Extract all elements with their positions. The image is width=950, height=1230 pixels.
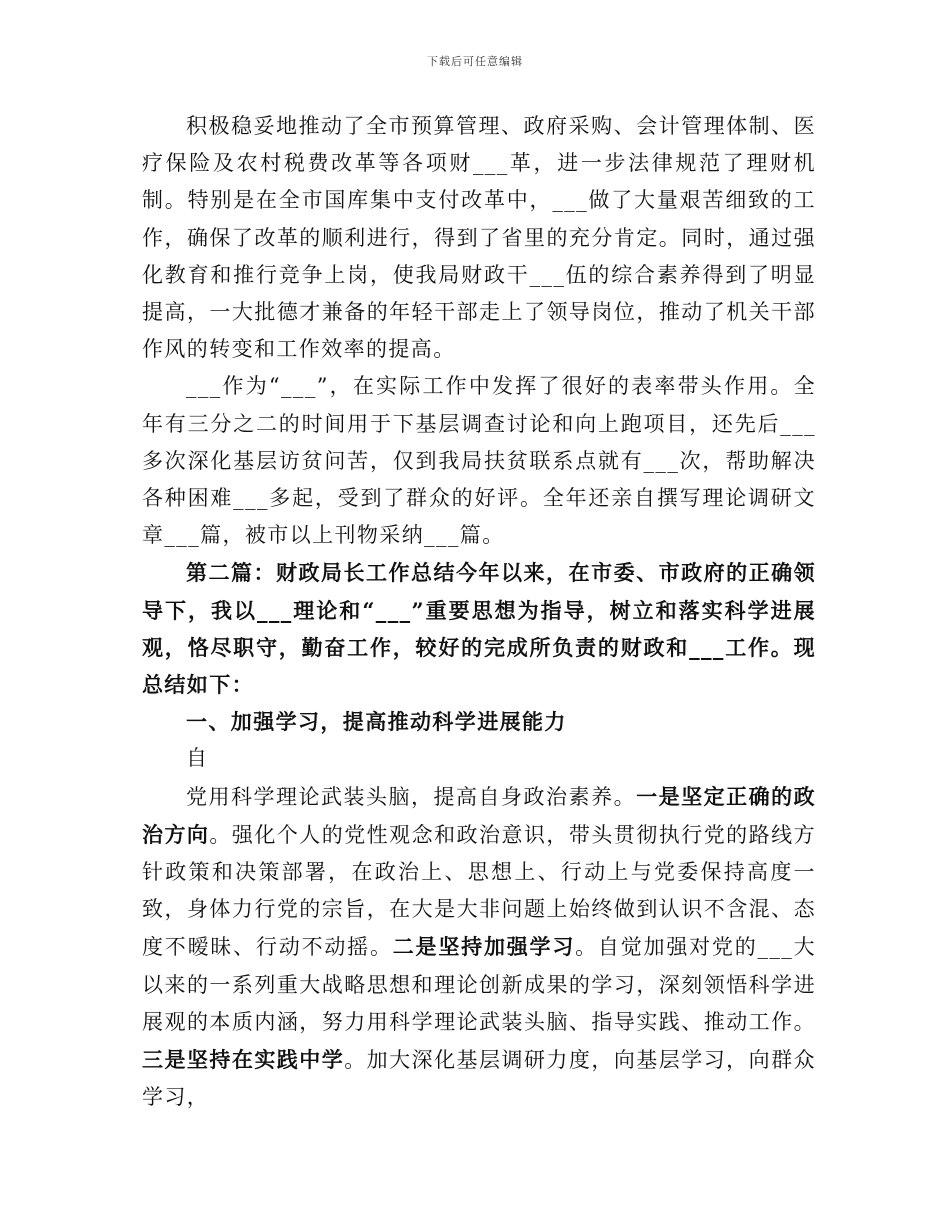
study-text-4: 。加大深化基层调研力度，向基层学习，向群众学习， (142, 1048, 816, 1110)
study-text-1: 党用科学理论武装头脑，提高自身政治素养。 (186, 784, 637, 809)
paragraph-example: ___作为“___”，在实际工作中发挥了很好的表率带头作用。全年有三分之二的时间用于下基层调查讨论和向上跑项目，还先后___多次深化基层访贫问苦，仅到我局扶贫联系点就有___次，帮助解决各种困难___多起，受到了群众的好评。全年还亲自撰写理论调研文章___篇，被市以上刊物采纳___篇。 (142, 374, 816, 548)
study-text-2: 。强化个人的党性观念和政治意识，带头贯彻执行党的路线方针政策和决策部署，在政治上、思想上、行动上与党委保持高度一致，身体力行党的宗旨，在大是大非问题上始终做到认识不含混、态度不暧昧、行动不动摇。 (142, 822, 816, 960)
study-text-3: 。自觉加强对党的___大以来的一系列重大战略思想和理论创新成果的学习，深刻领悟科学进展观的本质内涵，努力用科学理论武装头脑、指导实践、推动工作。 (142, 935, 817, 1034)
paragraph-reform: 积极稳妥地推动了全市预算管理、政府采购、会计管理体制、医疗保险及农村税费改革等各项财___革，进一步法律规范了理财机制。特别是在全市国库集中支付改革中，___做了大量艰苦细致的工作，确保了改革的顺利进行，得到了省里的充分肯定。同时，通过强化教育和推行竞争上岗，使我局财政干___伍的综合素养得到了明显提高，一大批德才兼备的年轻干部走上了领导岗位，推动了机关干部作风的转变和工作效率的提高。 (142, 114, 816, 362)
point-two-bold: 二是坚持加强学习 (392, 934, 576, 960)
point-three-bold: 三是坚持在实践中学 (142, 1047, 345, 1073)
paragraph-fragment: 自 (186, 746, 209, 771)
paragraph-second-article: 第二篇：财政局长工作总结今年以来，在市委、市政府的正确领导下，我以___理论和“___”重要思想为指导，树立和落实科学进展观，恪尽职守，勤奋工作，较好的完成所负责的财政和___工作。现总结如下： (142, 560, 816, 698)
page-header: 下载后可任意编辑 (427, 55, 523, 68)
document-body (142, 108, 816, 1116)
section-heading-1: 一、加强学习，提高推动科学进展能力 (186, 709, 567, 735)
point-one-bold: 一是坚定正确的政治方向 (142, 783, 817, 847)
paragraph-study (142, 778, 816, 1117)
